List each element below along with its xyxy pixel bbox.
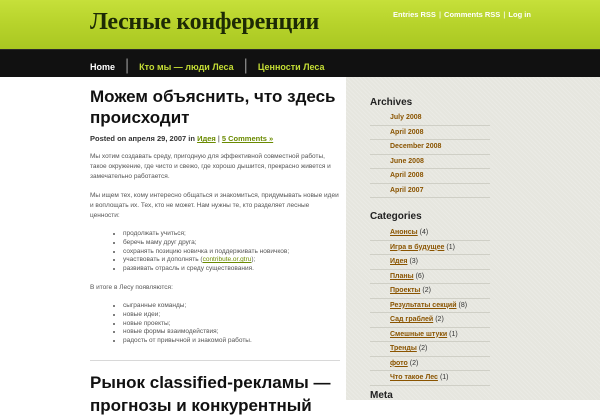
post-divider [90,360,340,361]
archive-link[interactable]: April 2008 [390,172,424,179]
nav-home-link[interactable]: Home [90,62,116,72]
list-item: • сыгранные команды; [123,302,340,311]
category-count: (1) [449,330,458,338]
category-link[interactable]: Анонсы [390,229,418,236]
category-count: (1) [446,243,455,251]
category-link[interactable]: Смешные штуки [390,330,448,338]
post-category-link[interactable]: Идея [197,134,216,143]
main-nav [0,49,600,77]
archive-link[interactable]: December 2008 [390,143,442,150]
category-item[interactable] [370,342,490,357]
comments-rss-link[interactable]: Comments RSS [444,10,501,19]
list-item [123,256,340,265]
list-item: • новые проекты; [123,320,340,329]
category-count: (2) [435,316,444,323]
results-list [90,302,340,346]
archive-link[interactable]: April 2007 [390,186,424,194]
post-paragraph: В итоге в Лесу появляются: [90,283,173,291]
list-item: • сохранять позицию новичка и поддерживать новичков; [123,248,340,257]
archive-item[interactable] [370,184,490,199]
post-meta: Posted on апреля 29, 2007 in Идея | 5 Comments » [90,134,274,143]
category-count: (2) [422,287,431,294]
categories-list [370,226,490,386]
site-title[interactable]: Лесные конференции [90,9,320,35]
post-paragraph: Мы хотим создавать среду, пригодную для эффективной совместной работы, такое окружение, где чисто и свежо, где хорошо дышится, прекрасно живется и замечательно работается. [90,153,331,180]
category-count: (2) [418,345,428,352]
list-item: • беречь маму друг друга; [123,239,340,248]
archive-item[interactable] [370,140,490,155]
category-count: (8) [458,301,468,309]
header-meta-links [393,10,531,19]
nav-item-about[interactable] [139,62,233,72]
archives-title: Archives [370,97,413,108]
category-count: (2) [409,359,419,367]
category-count: (1) [439,374,449,381]
nav-values-link[interactable]: Ценности Леса [257,62,325,72]
category-count: (3) [409,258,419,265]
main-content [90,77,340,415]
category-link[interactable]: Игра в будущее [390,243,445,251]
nav-item-home[interactable] [90,62,115,72]
category-item[interactable] [370,357,490,372]
category-item[interactable] [370,270,490,285]
nav-about-link[interactable]: Кто мы — люди Леса [139,62,234,72]
category-item[interactable] [370,226,490,241]
divider: | [503,10,506,19]
values-list [90,230,340,274]
post-title[interactable]: Можем объяснить, что здесь происходит [90,87,336,127]
category-count: (6) [415,272,425,280]
category-item[interactable] [370,255,490,270]
category-item[interactable] [370,328,490,343]
category-link[interactable]: Тренды [390,345,417,352]
list-item: • развивать отрасль и среду существования. [123,265,340,274]
list-item: • новые формы взаимодействия; [123,328,340,337]
category-item[interactable] [370,284,490,299]
log-in-link[interactable]: Log in [508,10,531,19]
list-item: • радость от привычной и знакомой работы. [123,337,340,346]
category-link[interactable]: Планы [390,272,414,280]
category-item[interactable] [370,371,490,386]
entries-rss-link[interactable]: Entries RSS [393,10,436,19]
archive-link[interactable]: July 2008 [390,114,422,121]
meta-title: Meta [370,390,393,401]
category-item[interactable] [370,241,490,256]
archive-link[interactable]: June 2008 [390,157,424,165]
archive-item[interactable] [370,169,490,184]
nav-item-values[interactable] [258,62,325,72]
sidebar [346,77,600,400]
category-link[interactable]: Сад граблей [390,316,434,323]
category-link[interactable]: Идея [390,258,408,265]
post-paragraph: Мы ищем тех, кому интересно общаться и знакомиться, придумывать новые идеи и воплощать их. Тех, кто не может. Нам нужны те, кто разделяет лесные ценности: [90,192,339,219]
archive-item[interactable] [370,126,490,141]
list-item: • новые идеи; [123,311,340,320]
category-link[interactable]: Что такое Лес [390,374,438,381]
contribute-link[interactable]: contribute.or.gtru [202,256,252,264]
category-link[interactable]: Результаты секций [390,301,457,309]
category-item[interactable] [370,299,490,314]
list-item-tail: ); [251,256,256,264]
category-item[interactable] [370,313,490,328]
archives-list [370,111,490,198]
archive-item[interactable] [370,155,490,170]
post-date: Posted on апреля 29, 2007 in [90,134,195,143]
site-header [0,0,600,49]
list-item-text: участвовать и дополнять ( [123,256,203,264]
category-link[interactable]: фото [390,359,408,367]
list-item: • продолжать учиться; [123,230,340,239]
post-title-second[interactable]: Рынок classified-рекламы — прогнозы и конкурентный [90,372,331,415]
archive-link[interactable]: April 2008 [390,128,424,136]
category-count: (4) [419,229,429,236]
divider: | [438,10,442,19]
post-comments-link[interactable]: 5 Comments » [221,134,274,143]
post-body [90,152,340,346]
categories-title: Categories [370,211,422,222]
archive-item[interactable] [370,111,490,126]
nav-divider: | [125,57,130,74]
category-link[interactable]: Проекты [390,287,421,294]
nav-divider: | [243,57,248,74]
